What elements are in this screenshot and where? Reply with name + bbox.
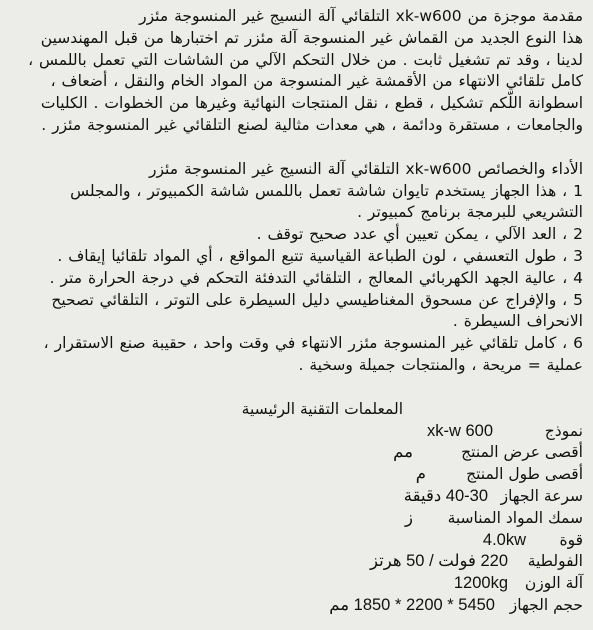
feature-item: 1 ، هذا الجهاز يستخدم تايوان شاشة تعمل باللمس شاشة الكمبيوتر ، والمجلس bbox=[70, 181, 583, 200]
specs-section bbox=[8, 399, 583, 617]
spec-label: سمك المواد المناسبة bbox=[447, 508, 583, 527]
spec-row-power bbox=[8, 530, 583, 552]
intro-section bbox=[8, 6, 583, 137]
feature-item: 5 ، والإفراج عن مسحوق المغناطيسي دليل السيطرة على التوتر ، التلقائي تصحيح bbox=[51, 290, 583, 309]
spec-value: 5450 * 2200 * 1850 مم bbox=[329, 595, 495, 614]
spec-value: xk-w 600 bbox=[426, 421, 493, 440]
spec-row-width bbox=[8, 442, 583, 464]
spec-value: 1200kg bbox=[453, 574, 508, 593]
spec-label: قوة bbox=[559, 530, 583, 549]
spec-row-weight bbox=[8, 573, 583, 595]
spec-label: آلة الوزن bbox=[524, 574, 583, 593]
spec-label: الفولطية bbox=[527, 552, 583, 571]
features-section bbox=[8, 159, 583, 377]
spec-value: مم bbox=[393, 443, 413, 462]
intro-line: هذا النوع الجديد من القماش غير المنسوجة آلة مئزر تم اختبارها من قبل المهندسين bbox=[40, 28, 583, 47]
spec-value: 40-30 دقيقة bbox=[403, 486, 488, 505]
specs-title: المعلمات التقنية الرئيسية bbox=[241, 399, 403, 418]
feature-item: 2 ، العد الآلي ، يمكن تعيين أي عدد صحيح توقف . bbox=[256, 225, 583, 244]
feature-item: عملية = مريحة ، والمنتجات جميلة وسخية . bbox=[298, 355, 583, 374]
spec-row-voltage bbox=[8, 551, 583, 573]
intro-line: كامل تلقائي الانتهاء من الأقمشة غير المنسوجة من المواد الخام والنقل ، أضعاف ، bbox=[50, 72, 583, 91]
spec-label: أقصى عرض المنتج bbox=[461, 443, 583, 462]
intro-line: اسطوانة اللّكم تشكيل ، قطع ، نقل المنتجات النهائية وغيرها من الخطوات . الكليات bbox=[40, 94, 583, 113]
intro-line: مقدمة موجزة من xk-w600 التلقائي آلة النسيج غير المنسوجة مئزر bbox=[139, 7, 583, 25]
intro-line: والجامعات ، مستقرة ودائمة ، هي معدات مثالية لصنع التلقائي غير المنسوجة مئزر . bbox=[41, 115, 583, 134]
features-heading: الأداء والخصائص xk-w600 التلقائي آلة النسيج غير المنسوجة مئزر bbox=[149, 159, 583, 178]
spec-label: سرعة الجهاز bbox=[500, 486, 583, 505]
spec-label: حجم الجهاز bbox=[509, 595, 583, 614]
spec-row-thickness bbox=[8, 508, 583, 530]
spec-value: م bbox=[415, 465, 426, 484]
spec-row-length bbox=[8, 464, 583, 486]
spec-value: 4.0kw bbox=[482, 530, 526, 549]
feature-item: الانحراف السيطرة . bbox=[452, 312, 583, 331]
feature-item: 3 ، طول التعسفي ، لون الطباعة القياسية تتبع المواقع ، أي المواد تلقائيا إيقاف . bbox=[57, 246, 583, 265]
spec-value: 220 فولت / 50 هرتز bbox=[370, 552, 508, 571]
feature-item: التشريعي للبرمجة برنامج كمبيوتر . bbox=[357, 203, 583, 222]
spec-row-speed bbox=[8, 486, 583, 508]
feature-item: 6 ، كامل تلقائي غير المنسوجة مئزر الانتهاء في وقت واحد ، حقيبة صنع الاستقرار ، bbox=[43, 334, 583, 353]
feature-item: 4 ، عالية الجهد الكهربائي المعالج ، التلقائي التدفئة التحكم في درجة الحرارة متر . bbox=[49, 268, 583, 287]
spec-row-model bbox=[8, 421, 583, 443]
spec-label: نموذج bbox=[544, 421, 583, 440]
intro-line: لدينا ، وقد تم تشغيل ثابت . من خلال التحكم الآلي من الشاشات التي تعمل باللمس ، bbox=[28, 50, 583, 69]
spec-row-size bbox=[8, 595, 583, 617]
spec-label: أقصى طول المنتج bbox=[466, 465, 583, 484]
spec-value: ز bbox=[405, 508, 413, 527]
